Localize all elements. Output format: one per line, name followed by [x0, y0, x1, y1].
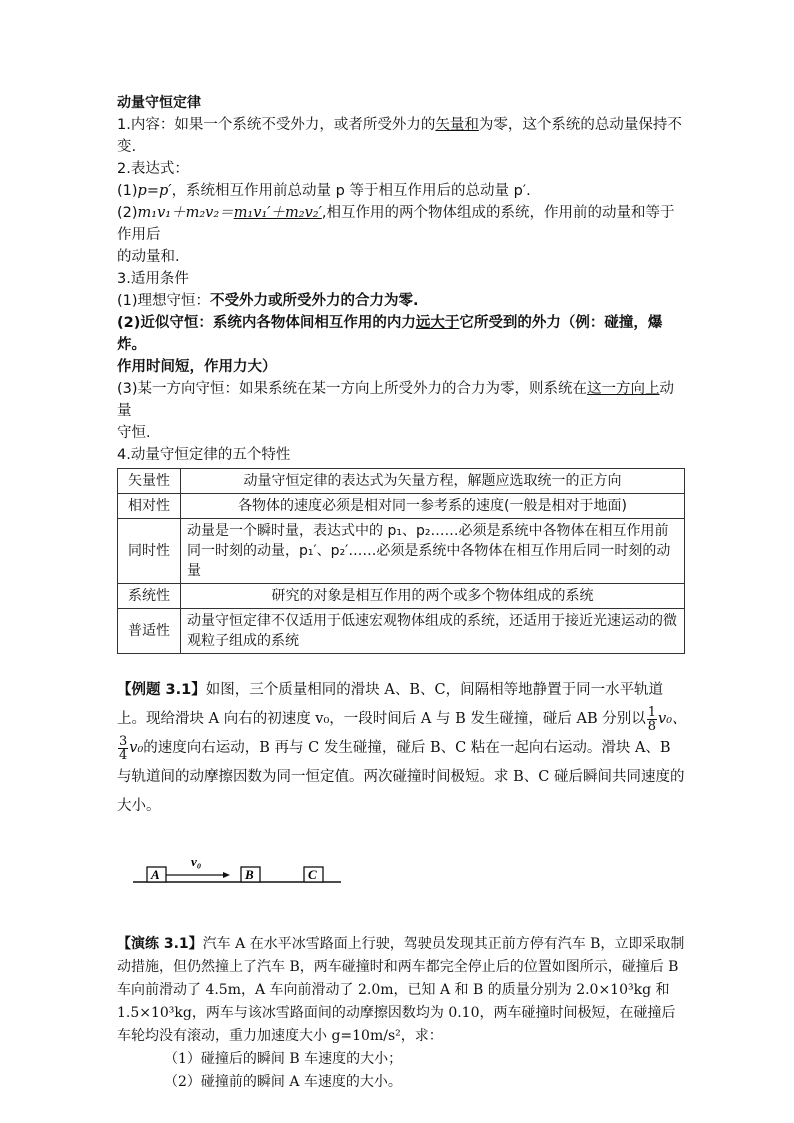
condition-2-label: (2)近似守恒： [117, 315, 213, 331]
example-label: 【例题 3.1】 [117, 682, 206, 698]
properties-table [117, 468, 685, 654]
condition-1: (1)理想守恒：不受外力或所受外力的合力为零. [117, 293, 419, 309]
properties-heading: 4.动量守恒定律的五个特性 [117, 447, 291, 463]
condition-3 [117, 378, 687, 422]
practice-question-1: （1）碰撞后的瞬间 B 车速度的大小； [164, 1051, 403, 1067]
property-name: 系统性 [118, 584, 181, 609]
track-diagram [133, 835, 363, 891]
far-greater-underlined: 远大于 [415, 315, 460, 331]
block-a-label: A [151, 867, 160, 882]
conditions-heading: 3.适用条件 [117, 271, 189, 287]
property-name: 同时性 [118, 519, 181, 584]
expression-1-text: ，系统相互作用前总动量 p 等于相互作用后的总动量 p′. [171, 183, 531, 199]
condition-1-text: 不受外力或所受外力的合力为零. [210, 293, 419, 309]
v0-symbol: v₀ [129, 740, 144, 756]
example-problem [117, 676, 687, 821]
v0-label: v₀ [191, 854, 202, 869]
practice-label: 【演练 3.1】 [117, 936, 203, 952]
property-name: 普适性 [118, 609, 181, 654]
condition-3-text-end: 动量 [117, 381, 675, 419]
content-text-end: 为零，这个系统的总动量保持不变. [117, 117, 682, 155]
fraction-three-quarters: $\frac{3}{4}$ [119, 733, 128, 763]
expression-2-continued: 的动量和. [117, 249, 180, 265]
vector-sum-underlined: 矢量和 [435, 117, 479, 133]
direction-underlined: 这一方向上 [587, 381, 660, 397]
condition-2 [117, 312, 687, 356]
condition-3-continued: 守恒. [117, 425, 151, 441]
example-text-end: 的速度向右运动，B 再与 C 发生碰撞，碰后 B、C 粘在一起向右运动。滑块 A、B 与轨道间的动摩擦因数为同一恒定值。两次碰撞时间极短。求 B、C 碰后瞬间共同速度的大小。 [117, 740, 685, 814]
table-row [118, 469, 685, 494]
expression-heading: 2.表达式： [117, 161, 189, 177]
block-c-label: C [308, 867, 317, 882]
expression-2-text: ,相互作用的两个物体组成的系统，作用前的动量和等于作用后 [117, 205, 675, 243]
arrow-head [223, 872, 230, 878]
table-row [118, 584, 685, 609]
content-text: 如果一个系统不受外力，或者所受外力的 [174, 117, 436, 133]
condition-2-continued: 作用时间短，作用力大） [117, 359, 277, 375]
practice-text: 汽车 A 在水平冰雪路面上行驶，驾驶员发现其正前方停有汽车 B，立即采取制动措施，但仍然撞上了汽车 B，两车碰撞时和两车都完全停止后的位置如图所示，碰撞后 B 车向前滑动了 4.5m，A 车向前滑动了 2.0m，已知 A 和 B 的质量分别为 2.0×10³kg 和 1.5×10³kg，两车与该冰雪路面间的动摩擦因数均为 0.10，两车碰撞时间极短，在碰撞后车轮均没有滚动，重力加速度大小 g=10m/s²，求： [117, 936, 685, 1044]
fraction-one-eighth: $\frac{1}{8}$ [647, 704, 656, 734]
expression-2: (2)m₁v₁＋m₂v₂＝m₁v₁′＋m₂v₂′,相互作用的两个物体组成的系统，作用前的动量和等于作用后 [117, 205, 675, 243]
blocks-diagram [117, 835, 687, 891]
property-desc: 各物体的速度必须是相对同一参考系的速度(一般是相对于地面) [181, 494, 685, 519]
table-row [118, 519, 685, 584]
expression-2-rhs: m₁v₁′＋m₂v₂′ [233, 205, 322, 221]
property-desc: 动量守恒定律不仅适用于低速宏观物体组成的系统，还适用于接近光速运动的微观粒子组成的系统 [181, 609, 685, 654]
property-name: 相对性 [118, 494, 181, 519]
content-paragraph [117, 114, 687, 158]
practice-problem [117, 933, 687, 1094]
condition-2-text-end: 它所受到的外力（例：碰撞，爆炸。 [117, 315, 663, 353]
property-desc: 动量守恒定律的表达式为矢量方程，解题应选取统一的正方向 [181, 469, 685, 494]
block-b-label: B [245, 867, 254, 882]
expression-1: (1)p=p′，系统相互作用前总动量 p 等于相互作用后的总动量 p′. [117, 183, 531, 199]
document-page [117, 92, 687, 1094]
content-label: 1.内容： [117, 117, 175, 133]
property-name: 矢量性 [118, 469, 181, 494]
property-desc: 动量是一个瞬时量，表达式中的 p₁、p₂……必须是系统中各物体在相互作用前同一时刻的动量，p₁′、p₂′……必须是系统中各物体在相互作用后同一时刻的动量 [181, 519, 685, 584]
practice-question-2: （2）碰撞前的瞬间 A 车速度的大小。 [164, 1074, 402, 1090]
property-desc: 研究的对象是相互作用的两个或多个物体组成的系统 [181, 584, 685, 609]
example-text: 如图，三个质量相同的滑块 A、B、C，间隔相等地静置于同一水平轨道上。现给滑块 A 向右的初速度 v₀，一段时间后 A 与 B 发生碰撞，碰后 AB 分别以 [117, 682, 664, 727]
condition-3-text: 如果系统在某一方向上所受外力的合力为零，则系统在 [239, 381, 588, 397]
condition-3-label: (3)某一方向守恒： [117, 381, 240, 397]
condition-1-label: 理想守恒： [137, 293, 211, 309]
table-row [118, 494, 685, 519]
expression-1-formula: p=p′ [137, 183, 172, 199]
condition-2-text: 系统内各物体间相互作用的内力 [212, 315, 416, 331]
expression-2-lhs: m₁v₁＋m₂v₂＝ [137, 205, 234, 221]
table-row [118, 609, 685, 654]
section-title: 动量守恒定律 [117, 95, 201, 111]
v0-symbol: v₀、 [658, 711, 687, 727]
